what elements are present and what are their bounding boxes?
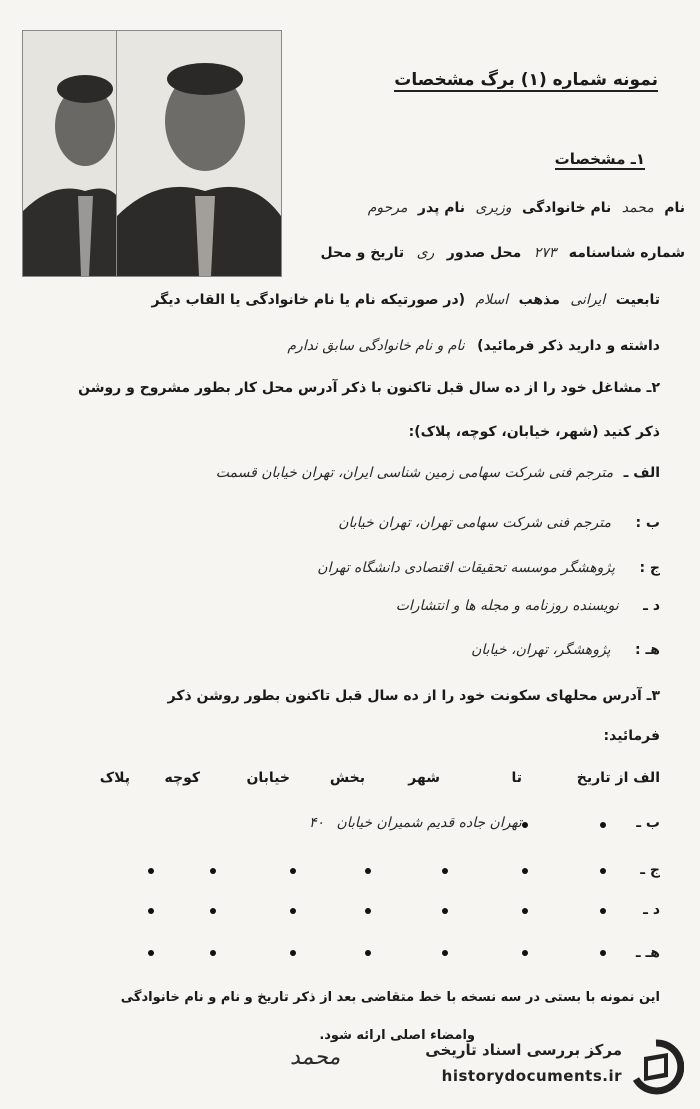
id-label: شماره شناسنامه xyxy=(568,245,685,261)
address-marker: ب ـ xyxy=(636,815,660,831)
issue-value: ری xyxy=(416,245,435,261)
archive-watermark xyxy=(412,1033,692,1103)
issue-label: محل صدور xyxy=(446,245,522,261)
watermark-url: historydocuments.ir xyxy=(441,1067,622,1085)
address-text: تهران جاده قدیم شمیران خیابان xyxy=(336,815,522,831)
job-marker: د ـ xyxy=(643,598,660,614)
portrait-photo-left xyxy=(22,30,124,277)
section3-subheading: فرمائید: xyxy=(603,728,660,744)
col-city: شهر xyxy=(408,770,440,786)
address-row-2 xyxy=(640,862,660,878)
address-row-4 xyxy=(636,945,660,961)
address-marker: هـ ـ xyxy=(635,945,660,961)
job-marker: الف ـ xyxy=(623,465,660,481)
col-district: بخش xyxy=(329,770,365,786)
job-item-3 xyxy=(317,560,660,576)
nationality-label: تابعیت xyxy=(615,292,660,308)
religion-value: اسلام xyxy=(475,292,509,308)
section1-heading: ۱ـ مشخصات xyxy=(554,150,645,168)
col-plate: پلاک xyxy=(99,770,130,786)
address-row-3 xyxy=(643,902,660,918)
footer-note-line2: وامضاء اصلی ارائه شود. xyxy=(319,1028,475,1043)
job-marker: هـ : xyxy=(635,642,660,658)
previous-names-line2: داشته و دارید ذکر فرمائید) xyxy=(477,338,660,354)
religion-label: مذهب xyxy=(518,292,560,308)
id-row xyxy=(321,245,685,261)
portrait-photo-right xyxy=(116,30,282,277)
job-text: پژوهشگر، تهران، خیابان xyxy=(471,642,611,658)
previous-names-row xyxy=(287,338,660,354)
name-row xyxy=(362,200,685,216)
col-to: تا xyxy=(511,770,522,786)
name-label: نام xyxy=(664,200,685,216)
id-value: ۲۷۳ xyxy=(533,245,557,261)
section2-subheading: ذکر کنید (شهر، خیابان، کوچه، پلاک): xyxy=(408,424,660,440)
watermark-title: مرکز بررسی اسناد تاریخی xyxy=(425,1041,622,1059)
archive-logo-icon xyxy=(628,1039,684,1095)
col-alley: کوچه xyxy=(164,770,200,786)
name-value: محمد xyxy=(621,200,654,216)
address-row-1 xyxy=(309,815,660,831)
address-marker: ج ـ xyxy=(640,862,660,878)
family-label: نام خانوادگی xyxy=(522,200,612,216)
address-marker: د ـ xyxy=(643,902,660,918)
nationality-value: ایرانی xyxy=(570,292,606,308)
footer-note-line1: این نمونه با بستی در سه نسخه با خط متقاضی بعد از ذکر تاریخ و نام و نام خانوادگی xyxy=(120,990,660,1005)
signature: محمد xyxy=(290,1045,341,1070)
nationality-row xyxy=(151,292,660,308)
col-street: خیابان xyxy=(246,770,290,786)
previous-names-value: نام و نام خانوادگی سابق ندارم xyxy=(287,338,465,354)
address-plate: ۴۰ xyxy=(308,815,325,831)
job-text: پژوهشگر موسسه تحقیقات اقتصادی دانشگاه تهران xyxy=(317,560,615,576)
family-value: وزیری xyxy=(475,200,512,216)
job-text: مترجم فنی شرکت سهامی تهران، تهران خیابان xyxy=(338,515,611,531)
father-label: نام پدر xyxy=(417,200,465,216)
col-from-date: الف از تاریخ xyxy=(576,770,660,786)
father-value: مرحوم xyxy=(367,200,408,216)
previous-names-label: (در صورتیکه نام یا نام خانوادگی یا القاب دیگر xyxy=(151,292,466,308)
job-marker: ب : xyxy=(635,515,660,531)
section3-heading: ۳ـ آدرس محلهای سکونت خود را از ده سال قبل تاکنون بطور روشن ذکر xyxy=(167,688,660,704)
job-item-1 xyxy=(216,465,660,481)
section2-heading: ۲ـ مشاغل خود را از ده سال قبل تاکنون با ذکر آدرس محل کار بطور مشروح و روشن xyxy=(78,380,660,396)
job-item-5 xyxy=(471,642,660,658)
job-text: مترجم فنی شرکت سهامی زمین شناسی ایران، تهران خیابان قسمت xyxy=(215,465,614,481)
job-item-2 xyxy=(338,515,660,531)
job-item-4 xyxy=(396,598,660,614)
birth-label: تاریخ و محل xyxy=(320,245,405,261)
job-text: نویسنده روزنامه و مجله ها و انتشارات xyxy=(395,598,619,614)
form-title: نمونه شماره (۱) برگ مشخصات xyxy=(394,70,658,90)
job-marker: ج : xyxy=(639,560,660,576)
